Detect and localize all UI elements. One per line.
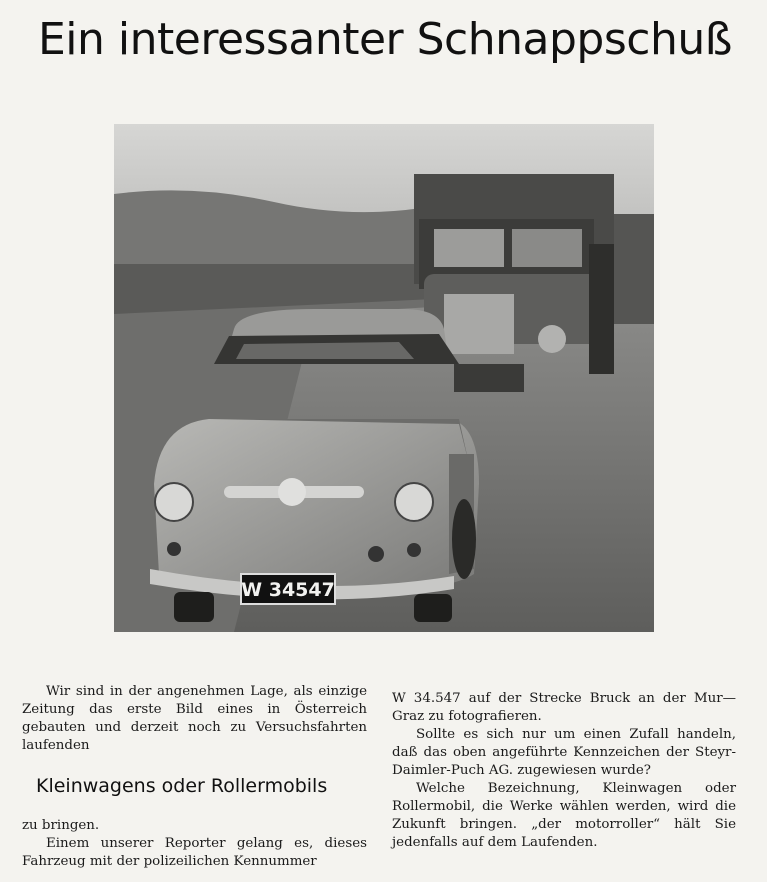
article-column-right <box>392 690 736 852</box>
article-paragraph: Sollte es sich nur um einen Zufall handeln, daß das oben angeführte Kennzeichen der Steyr-Daimler-Puch AG. zugewiesen wurde? <box>392 727 736 778</box>
article-paragraph: W 34.547 auf der Strecke Bruck an der Mur—Graz zu fotografieren. <box>392 691 736 724</box>
photo-illustration <box>114 124 654 632</box>
license-plate-text: W 34547 <box>241 579 335 601</box>
article-paragraph: Welche Bezeichnung, Kleinwagen oder Rollermobil, die Werke wählen werden, wird die Zukunft bringen. „der motorroller“ hält Sie jedenfalls auf dem Laufenden. <box>392 781 736 850</box>
article-paragraph: Einem unserer Reporter gelang es, dieses Fahrzeug mit der polizeilichen Kennummer <box>22 836 367 869</box>
article-column-left <box>22 683 367 871</box>
article-paragraph: zu bringen. <box>22 818 100 833</box>
license-plate <box>241 574 335 604</box>
article-subheading: Kleinwagens oder Rollermobils <box>36 775 328 797</box>
article-photo <box>114 124 654 632</box>
article-paragraph: Wir sind in der angenehmen Lage, als einzige Zeitung das erste Bild eines in Österreich gebauten und derzeit noch zu Versuchsfahrten laufenden <box>22 684 367 753</box>
headline: Ein interessanter Schnappschuß <box>38 14 732 65</box>
